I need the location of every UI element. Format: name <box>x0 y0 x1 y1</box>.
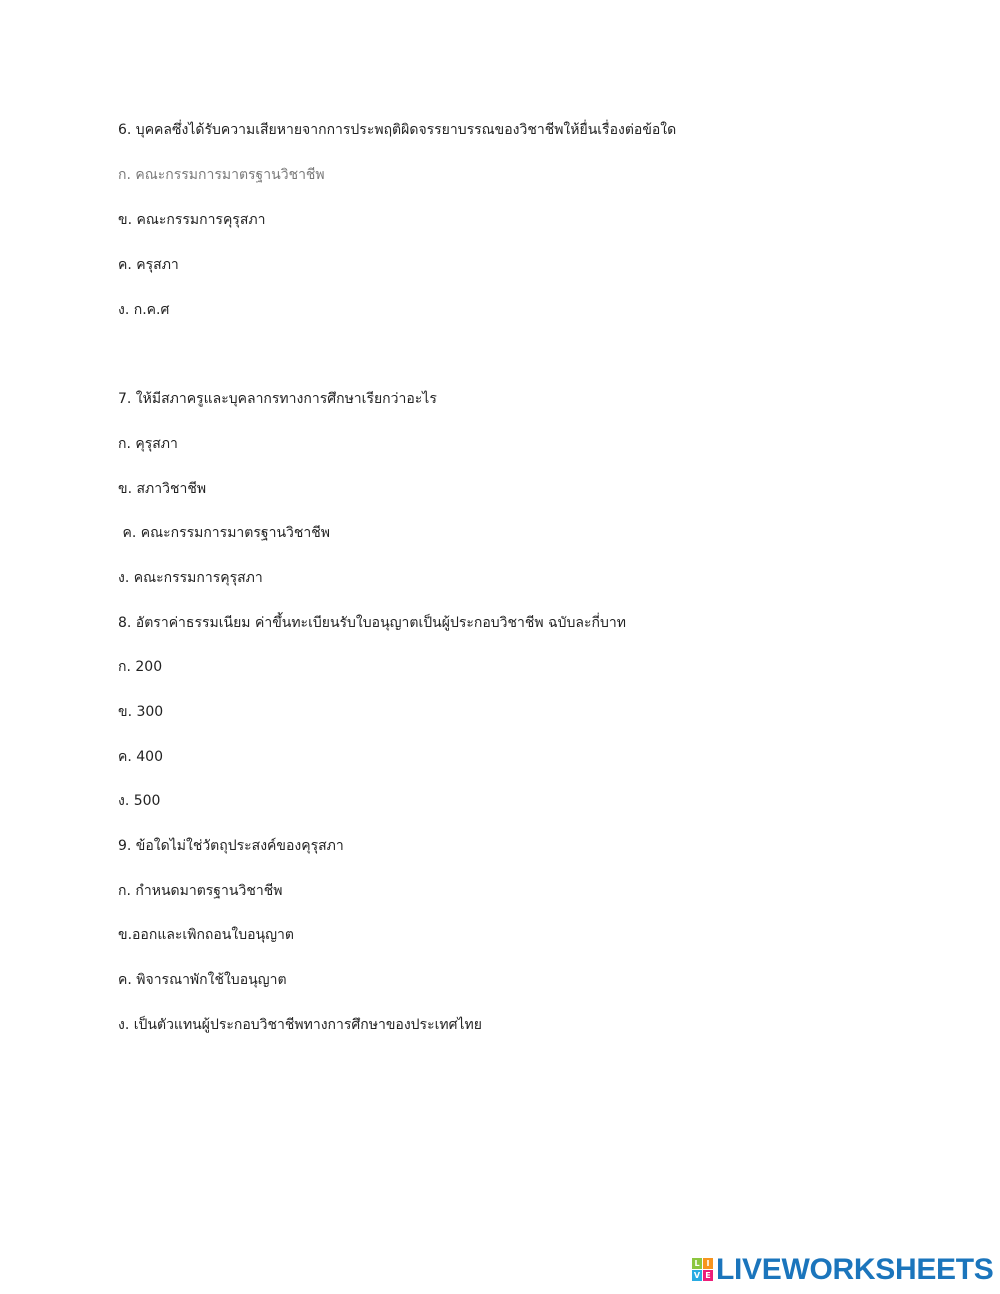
question-6-text: 6. บุคคลซึ่งได้รับความเสียหายจากการประพฤติผิดจรรยาบรรณของวิชาชีพให้ยื่นเรื่องต่อข้อใด <box>118 122 677 138</box>
logo-blocks-icon <box>692 1258 714 1282</box>
question-8-option-d: ง. 500 <box>118 793 161 809</box>
question-9-option-c: ค. พิจารณาพักใช้ใบอนุญาต <box>118 972 287 988</box>
question-9-text: 9. ข้อใดไม่ใช่วัตถุประสงค์ของคุรุสภา <box>118 838 344 854</box>
question-8-option-b: ข. 300 <box>118 704 164 720</box>
liveworksheets-logo <box>692 1254 994 1286</box>
logo-block-v: V <box>693 1271 701 1280</box>
question-9-option-d: ง. เป็นตัวแทนผู้ประกอบวิชาชีพทางการศึกษาของประเทศไทย <box>118 1017 482 1033</box>
logo-block-i: I <box>703 1258 713 1269</box>
question-7-option-b: ข. สภาวิชาชีพ <box>118 481 207 497</box>
question-6-option-b: ข. คณะกรรมการคุรุสภา <box>118 212 266 228</box>
question-6-option-a: ก. คณะกรรมการมาตรฐานวิชาชีพ <box>118 167 325 183</box>
question-7-option-a: ก. คุรุสภา <box>118 436 178 452</box>
question-9-option-b: ข.ออกและเพิกถอนใบอนุญาต <box>118 927 294 943</box>
logo-text: LIVEWORKSHEETS <box>716 1253 994 1286</box>
question-9-option-a: ก. กำหนดมาตรฐานวิชาชีพ <box>118 883 283 899</box>
question-7-option-c: ค. คณะกรรมการมาตรฐานวิชาชีพ <box>118 525 331 541</box>
question-6-option-d: ง. ก.ค.ศ <box>118 302 170 318</box>
question-7-option-d: ง. คณะกรรมการคุรุสภา <box>118 570 263 586</box>
logo-block-l: L <box>692 1258 702 1269</box>
question-8-text: 8. อัตราค่าธรรมเนียม ค่าขึ้นทะเบียนรับใบอนุญาตเป็นผู้ประกอบวิชาชีพ ฉบับละกี่บาท <box>118 615 626 631</box>
question-7-text: 7. ให้มีสภาครูและบุคลากรทางการศึกษาเรียกว่าอะไร <box>118 391 437 407</box>
question-8-option-c: ค. 400 <box>118 749 163 765</box>
question-6-option-c: ค. ครุสภา <box>118 257 179 273</box>
question-8-option-a: ก. 200 <box>118 659 163 675</box>
logo-block-e: E <box>703 1270 713 1281</box>
